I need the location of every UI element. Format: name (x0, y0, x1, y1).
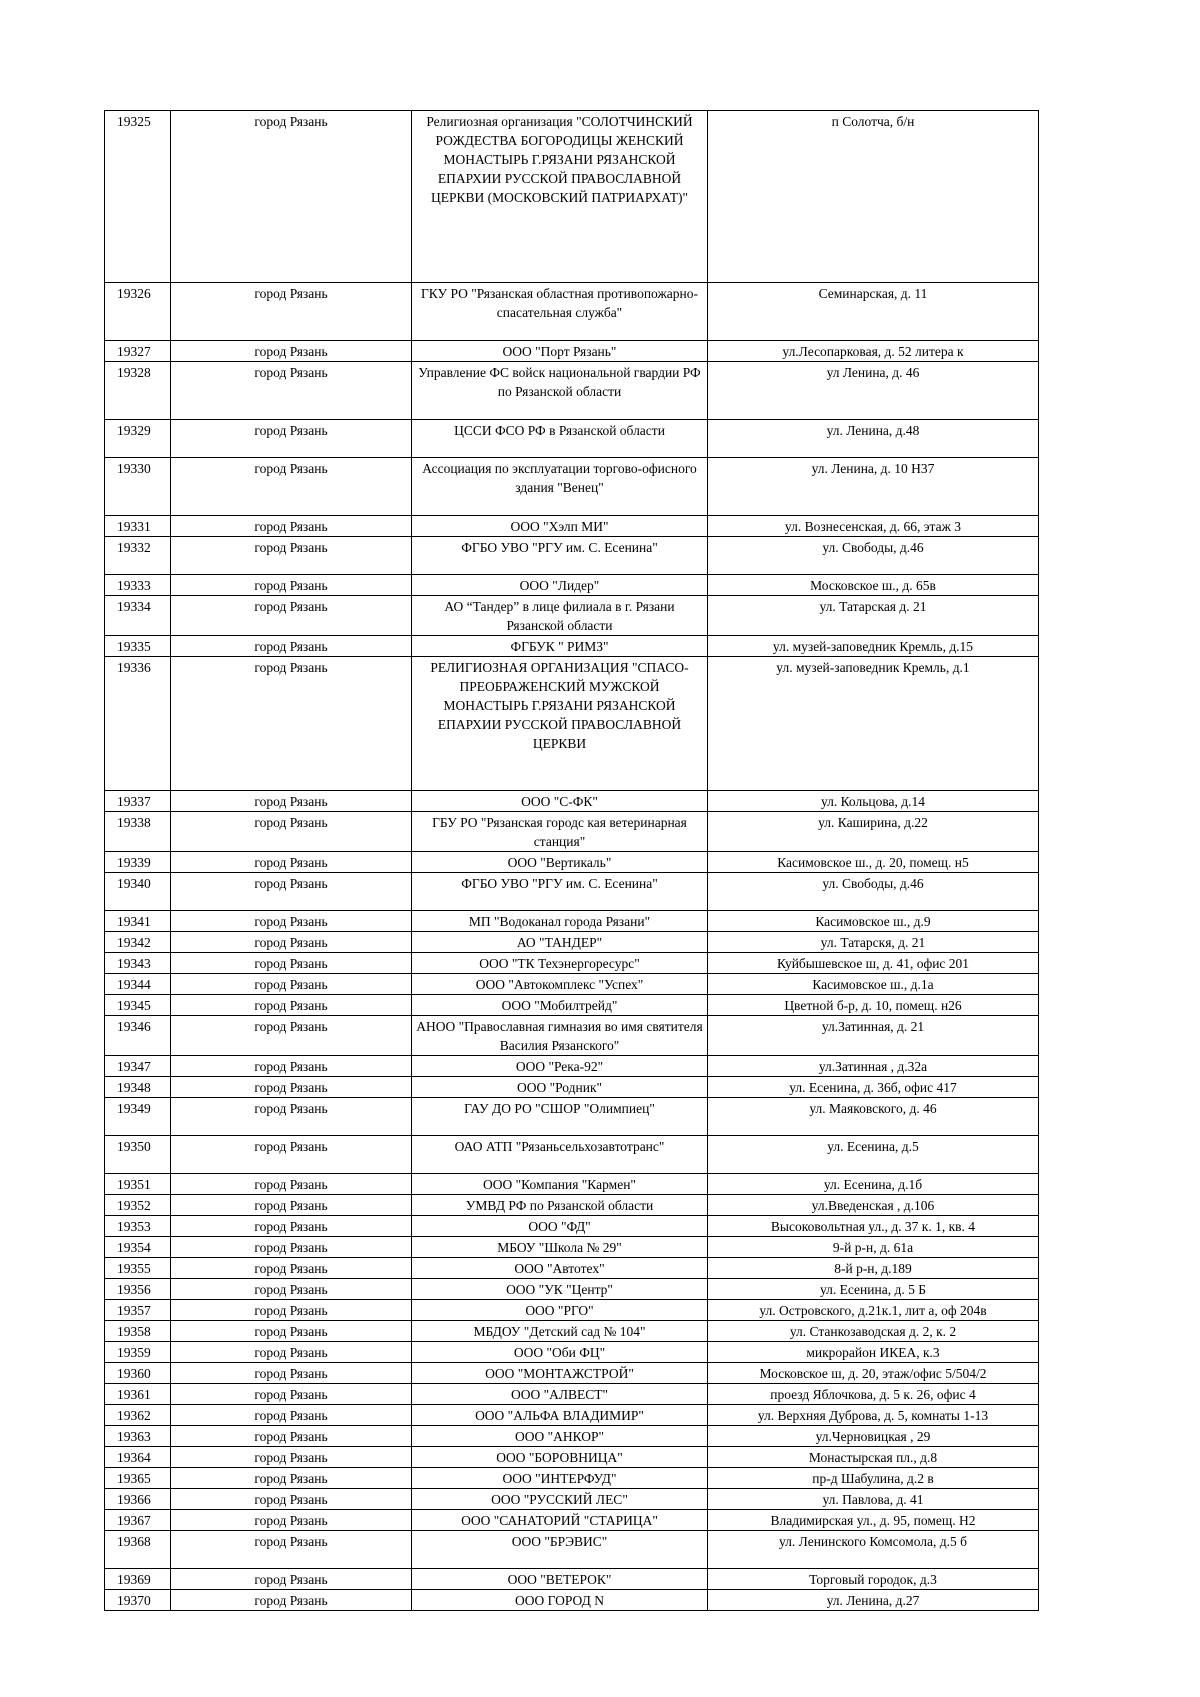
table-row (105, 111, 1039, 283)
row-number: 19353 (105, 1216, 171, 1237)
row-address: ул.Затинная, д. 21 (708, 1016, 1039, 1056)
row-organization: ООО "УК "Центр" (412, 1279, 708, 1300)
row-city: город Рязань (171, 596, 412, 636)
row-city: город Рязань (171, 1237, 412, 1258)
row-organization: ООО "ИНТЕРФУД" (412, 1468, 708, 1489)
row-number: 19335 (105, 636, 171, 657)
table-row (105, 1363, 1039, 1384)
table-row (105, 995, 1039, 1016)
table-row (105, 458, 1039, 516)
row-city: город Рязань (171, 1098, 412, 1136)
row-number: 19362 (105, 1405, 171, 1426)
row-number: 19325 (105, 111, 171, 283)
row-city: город Рязань (171, 111, 412, 283)
row-city: город Рязань (171, 1342, 412, 1363)
row-organization: ФГБО УВО "РГУ им. С. Есенина" (412, 537, 708, 575)
row-city: город Рязань (171, 1405, 412, 1426)
row-number: 19327 (105, 341, 171, 362)
row-address: Московское ш., д. 65в (708, 575, 1039, 596)
row-organization: ООО "ФД" (412, 1216, 708, 1237)
row-address: ул. Ленина, д.48 (708, 420, 1039, 458)
row-organization: ООО "АНКОР" (412, 1426, 708, 1447)
table-row (105, 636, 1039, 657)
row-number: 19336 (105, 657, 171, 791)
table-row (105, 1136, 1039, 1174)
row-number: 19358 (105, 1321, 171, 1342)
row-number: 19351 (105, 1174, 171, 1195)
row-number: 19342 (105, 932, 171, 953)
row-city: город Рязань (171, 458, 412, 516)
row-number: 19354 (105, 1237, 171, 1258)
row-organization: ФГБУК " РИМЗ" (412, 636, 708, 657)
row-organization: ООО "САНАТОРИЙ "СТАРИЦА" (412, 1510, 708, 1531)
row-organization: ООО "МОНТАЖСТРОЙ" (412, 1363, 708, 1384)
row-address: ул. Ленинского Комсомола, д.5 б (708, 1531, 1039, 1569)
row-address: ул.Лесопарковая, д. 52 литера к (708, 341, 1039, 362)
row-city: город Рязань (171, 1468, 412, 1489)
row-number: 19329 (105, 420, 171, 458)
row-organization: ООО "С-ФК" (412, 791, 708, 812)
row-address: 9-й р-н, д. 61а (708, 1237, 1039, 1258)
row-city: город Рязань (171, 1321, 412, 1342)
row-organization: Управление ФС войск национальной гвардии РФ по Рязанской области (412, 362, 708, 420)
row-organization: ООО "Хэлп МИ" (412, 516, 708, 537)
row-number: 19360 (105, 1363, 171, 1384)
table-row (105, 1216, 1039, 1237)
row-city: город Рязань (171, 1056, 412, 1077)
row-number: 19341 (105, 911, 171, 932)
row-city: город Рязань (171, 341, 412, 362)
row-organization: ООО "Вертикаль" (412, 852, 708, 873)
table-row (105, 596, 1039, 636)
row-organization: ЦССИ ФСО РФ в Рязанской области (412, 420, 708, 458)
row-organization: ООО "БОРОВНИЦА" (412, 1447, 708, 1468)
table-row (105, 1174, 1039, 1195)
organizations-table-body (105, 111, 1039, 1611)
row-organization: ООО "Компания "Кармен" (412, 1174, 708, 1195)
table-row (105, 1489, 1039, 1510)
table-row (105, 283, 1039, 341)
table-row (105, 953, 1039, 974)
row-address: Торговый городок, д.3 (708, 1569, 1039, 1590)
row-organization: ООО "Порт Рязань" (412, 341, 708, 362)
row-address: Касимовское ш., д. 20, помещ. н5 (708, 852, 1039, 873)
row-address: микрорайон ИКЕА, к.3 (708, 1342, 1039, 1363)
table-row (105, 657, 1039, 791)
row-number: 19366 (105, 1489, 171, 1510)
row-city: город Рязань (171, 283, 412, 341)
row-address: Семинарская, д. 11 (708, 283, 1039, 341)
row-address: ул. Есенина, д. 36б, офис 417 (708, 1077, 1039, 1098)
table-row (105, 1056, 1039, 1077)
row-number: 19361 (105, 1384, 171, 1405)
row-number: 19350 (105, 1136, 171, 1174)
row-number: 19326 (105, 283, 171, 341)
table-row (105, 1279, 1039, 1300)
row-city: город Рязань (171, 1510, 412, 1531)
row-city: город Рязань (171, 995, 412, 1016)
row-organization: ООО "Оби ФЦ" (412, 1342, 708, 1363)
row-number: 19369 (105, 1569, 171, 1590)
row-number: 19359 (105, 1342, 171, 1363)
row-city: город Рязань (171, 657, 412, 791)
table-row (105, 932, 1039, 953)
row-city: город Рязань (171, 1531, 412, 1569)
row-number: 19346 (105, 1016, 171, 1056)
row-number: 19337 (105, 791, 171, 812)
row-address: ул. музей-заповедник Кремль, д.1 (708, 657, 1039, 791)
row-address: ул. Верхняя Дуброва, д. 5, комнаты 1-13 (708, 1405, 1039, 1426)
row-address: Владимирская ул., д. 95, помещ. Н2 (708, 1510, 1039, 1531)
table-row (105, 420, 1039, 458)
row-organization: РЕЛИГИОЗНАЯ ОРГАНИЗАЦИЯ "СПАСО-ПРЕОБРАЖЕНСКИЙ МУЖСКОЙ МОНАСТЫРЬ Г.РЯЗАНИ РЯЗАНСКОЙ ЕПАРХИИ РУССКОЙ ПРАВОСЛАВНОЙ ЦЕРКВИ (412, 657, 708, 791)
row-city: город Рязань (171, 1174, 412, 1195)
row-number: 19365 (105, 1468, 171, 1489)
table-row (105, 1300, 1039, 1321)
row-address: ул. Кольцова, д.14 (708, 791, 1039, 812)
row-number: 19363 (105, 1426, 171, 1447)
row-city: город Рязань (171, 852, 412, 873)
row-city: город Рязань (171, 974, 412, 995)
row-organization: ООО "РУССКИЙ ЛЕС" (412, 1489, 708, 1510)
row-organization: ООО "ВЕТЕРОК" (412, 1569, 708, 1590)
row-city: город Рязань (171, 1489, 412, 1510)
row-address: Высоковольтная ул., д. 37 к. 1, кв. 4 (708, 1216, 1039, 1237)
row-number: 19367 (105, 1510, 171, 1531)
table-row (105, 1098, 1039, 1136)
row-organization: ООО ГОРОД N (412, 1590, 708, 1611)
row-organization: ООО "Автокомплекс "Успех" (412, 974, 708, 995)
row-address: Цветной б-р, д. 10, помещ. н26 (708, 995, 1039, 1016)
row-address: ул. Вознесенская, д. 66, этаж 3 (708, 516, 1039, 537)
row-city: город Рязань (171, 1216, 412, 1237)
row-organization: ООО "Лидер" (412, 575, 708, 596)
table-row (105, 873, 1039, 911)
row-organization: АО “Тандер” в лице филиала в г. Рязани Рязанской области (412, 596, 708, 636)
row-number: 19349 (105, 1098, 171, 1136)
table-row (105, 1258, 1039, 1279)
row-city: город Рязань (171, 420, 412, 458)
row-city: город Рязань (171, 932, 412, 953)
row-address: ул. Татарская д. 21 (708, 596, 1039, 636)
row-address: п Солотча, б/н (708, 111, 1039, 283)
row-number: 19356 (105, 1279, 171, 1300)
table-row (105, 1468, 1039, 1489)
row-organization: ООО "Автотех" (412, 1258, 708, 1279)
table-row (105, 341, 1039, 362)
row-city: город Рязань (171, 1447, 412, 1468)
table-row (105, 974, 1039, 995)
row-organization: ООО "АЛВЕСТ" (412, 1384, 708, 1405)
table-row (105, 1531, 1039, 1569)
row-address: ул. Островского, д.21к.1, лит а, оф 204в (708, 1300, 1039, 1321)
row-city: город Рязань (171, 1384, 412, 1405)
row-number: 19333 (105, 575, 171, 596)
row-address: Касимовское ш., д.1а (708, 974, 1039, 995)
row-organization: ГАУ ДО РО "СШОР "Олимпиец" (412, 1098, 708, 1136)
row-city: город Рязань (171, 1300, 412, 1321)
row-address: проезд Яблочкова, д. 5 к. 26, офис 4 (708, 1384, 1039, 1405)
row-organization: ОАО АТП "Рязаньсельхозавтотранс" (412, 1136, 708, 1174)
table-row (105, 1569, 1039, 1590)
row-address: пр-д Шабулина, д.2 в (708, 1468, 1039, 1489)
row-address: Касимовское ш., д.9 (708, 911, 1039, 932)
row-address: Московское ш, д. 20, этаж/офис 5/504/2 (708, 1363, 1039, 1384)
row-city: город Рязань (171, 537, 412, 575)
row-city: город Рязань (171, 1426, 412, 1447)
table-row (105, 537, 1039, 575)
table-row (105, 1321, 1039, 1342)
table-row (105, 791, 1039, 812)
table-row (105, 1016, 1039, 1056)
row-organization: МБОУ "Школа № 29" (412, 1237, 708, 1258)
row-organization: ООО "РГО" (412, 1300, 708, 1321)
row-number: 19345 (105, 995, 171, 1016)
row-address: ул. музей-заповедник Кремль, д.15 (708, 636, 1039, 657)
row-address: ул. Свободы, д.46 (708, 873, 1039, 911)
row-organization: ООО "ТК Техэнергоресурс" (412, 953, 708, 974)
row-address: Монастырская пл., д.8 (708, 1447, 1039, 1468)
row-city: город Рязань (171, 1136, 412, 1174)
table-row (105, 1384, 1039, 1405)
row-city: город Рязань (171, 812, 412, 852)
row-number: 19334 (105, 596, 171, 636)
table-row (105, 1590, 1039, 1611)
row-organization: Религиозная организация "СОЛОТЧИНСКИЙ РОЖДЕСТВА БОГОРОДИЦЫ ЖЕНСКИЙ МОНАСТЫРЬ Г.РЯЗАНИ РЯЗАНСКОЙ ЕПАРХИИ РУССКОЙ ПРАВОСЛАВНОЙ ЦЕРКВИ (МОСКОВСКИЙ ПАТРИАРХАТ)" (412, 111, 708, 283)
row-city: город Рязань (171, 1258, 412, 1279)
row-number: 19340 (105, 873, 171, 911)
row-city: город Рязань (171, 516, 412, 537)
row-city: город Рязань (171, 1590, 412, 1611)
row-address: ул.Черновицкая , 29 (708, 1426, 1039, 1447)
table-row (105, 1510, 1039, 1531)
organizations-table (104, 110, 1039, 1611)
table-row (105, 362, 1039, 420)
row-city: город Рязань (171, 1016, 412, 1056)
table-row (105, 1426, 1039, 1447)
row-number: 19348 (105, 1077, 171, 1098)
row-address: ул. Есенина, д.1б (708, 1174, 1039, 1195)
table-row (105, 812, 1039, 852)
row-number: 19343 (105, 953, 171, 974)
row-number: 19344 (105, 974, 171, 995)
table-row (105, 1195, 1039, 1216)
row-address: ул Ленина, д. 46 (708, 362, 1039, 420)
table-row (105, 1237, 1039, 1258)
row-organization: МБДОУ "Детский сад № 104" (412, 1321, 708, 1342)
table-row (105, 1342, 1039, 1363)
row-city: город Рязань (171, 1569, 412, 1590)
row-organization: ООО "БРЭВИС" (412, 1531, 708, 1569)
row-number: 19332 (105, 537, 171, 575)
row-address: ул. Каширина, д.22 (708, 812, 1039, 852)
row-address: ул. Есенина, д.5 (708, 1136, 1039, 1174)
row-number: 19357 (105, 1300, 171, 1321)
table-row (105, 1447, 1039, 1468)
row-city: город Рязань (171, 873, 412, 911)
row-organization: ООО "Родник" (412, 1077, 708, 1098)
row-organization: ООО "АЛЬФА ВЛАДИМИР" (412, 1405, 708, 1426)
row-address: ул. Павлова, д. 41 (708, 1489, 1039, 1510)
row-number: 19330 (105, 458, 171, 516)
row-number: 19364 (105, 1447, 171, 1468)
row-number: 19331 (105, 516, 171, 537)
row-number: 19355 (105, 1258, 171, 1279)
row-city: город Рязань (171, 911, 412, 932)
row-organization: МП "Водоканал города Рязани" (412, 911, 708, 932)
row-city: город Рязань (171, 1077, 412, 1098)
row-address: ул. Станкозаводская д. 2, к. 2 (708, 1321, 1039, 1342)
row-number: 19339 (105, 852, 171, 873)
row-number: 19368 (105, 1531, 171, 1569)
row-organization: АО "ТАНДЕР" (412, 932, 708, 953)
row-city: город Рязань (171, 636, 412, 657)
table-row (105, 575, 1039, 596)
row-address: ул. Есенина, д. 5 Б (708, 1279, 1039, 1300)
row-city: город Рязань (171, 362, 412, 420)
row-number: 19347 (105, 1056, 171, 1077)
table-row (105, 852, 1039, 873)
table-row (105, 516, 1039, 537)
row-address: ул.Затинная , д.32а (708, 1056, 1039, 1077)
row-city: город Рязань (171, 575, 412, 596)
row-organization: ООО "Река-92" (412, 1056, 708, 1077)
row-city: город Рязань (171, 1279, 412, 1300)
table-row (105, 1405, 1039, 1426)
table-row (105, 1077, 1039, 1098)
row-address: ул. Свободы, д.46 (708, 537, 1039, 575)
row-address: 8-й р-н, д.189 (708, 1258, 1039, 1279)
row-number: 19338 (105, 812, 171, 852)
row-address: ул. Татарскя, д. 21 (708, 932, 1039, 953)
row-organization: АНОО "Православная гимназия во имя святителя Василия Рязанского" (412, 1016, 708, 1056)
row-address: ул.Введенская , д.106 (708, 1195, 1039, 1216)
row-organization: ГБУ РО "Рязанская городс кая ветеринарная станция" (412, 812, 708, 852)
row-city: город Рязань (171, 1195, 412, 1216)
row-organization: ООО "Мобилтрейд" (412, 995, 708, 1016)
row-city: город Рязань (171, 791, 412, 812)
row-address: ул. Ленина, д.27 (708, 1590, 1039, 1611)
row-organization: Ассоциация по эксплуатации торгово-офисного здания "Венец" (412, 458, 708, 516)
row-organization: ФГБО УВО "РГУ им. С. Есенина" (412, 873, 708, 911)
row-number: 19352 (105, 1195, 171, 1216)
table-row (105, 911, 1039, 932)
row-address: Куйбышевское ш, д. 41, офис 201 (708, 953, 1039, 974)
row-address: ул. Маяковского, д. 46 (708, 1098, 1039, 1136)
row-number: 19370 (105, 1590, 171, 1611)
row-organization: ГКУ РО "Рязанская областная противопожарно-спасательная служба" (412, 283, 708, 341)
row-number: 19328 (105, 362, 171, 420)
row-city: город Рязань (171, 1363, 412, 1384)
row-organization: УМВД РФ по Рязанской области (412, 1195, 708, 1216)
row-city: город Рязань (171, 953, 412, 974)
row-address: ул. Ленина, д. 10 Н37 (708, 458, 1039, 516)
